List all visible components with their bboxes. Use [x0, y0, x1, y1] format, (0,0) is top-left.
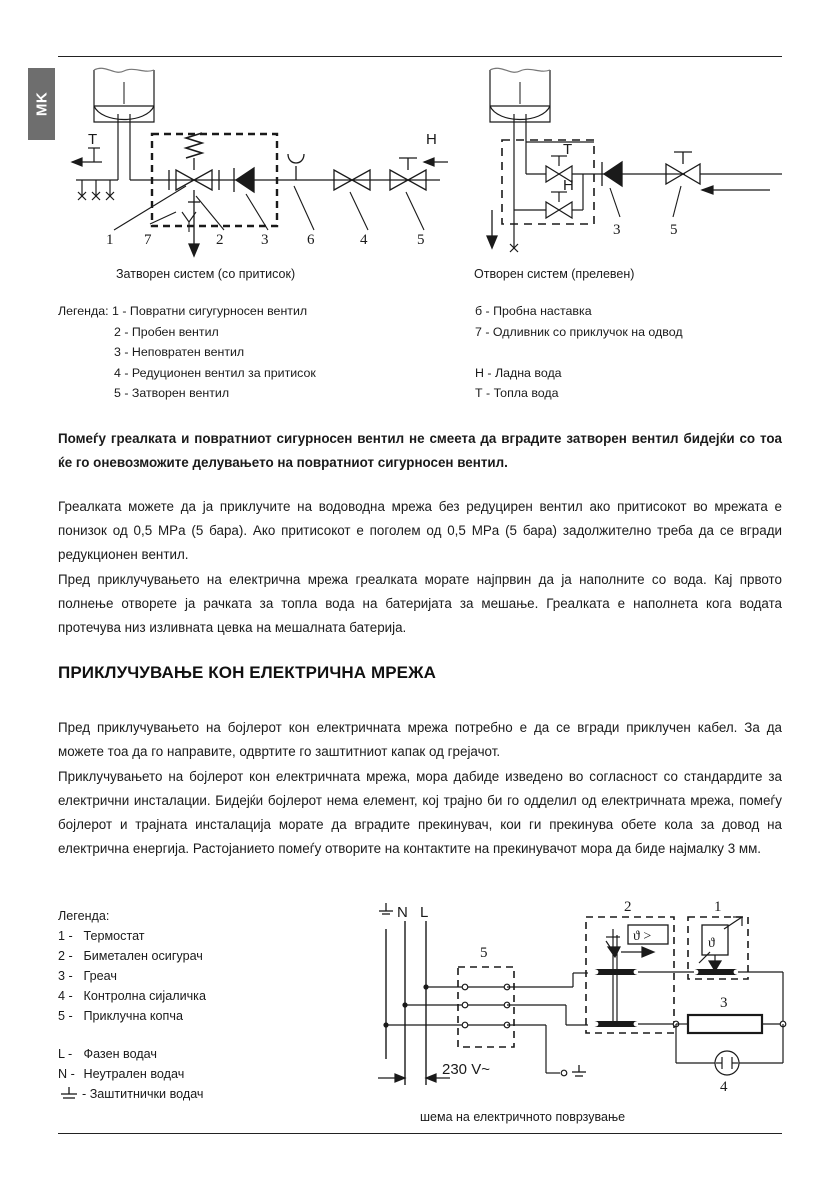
callout-wiring-4: 4	[720, 1079, 728, 1095]
footer-rule	[58, 1133, 782, 1134]
legend-bottom-row	[58, 986, 338, 1006]
legend-item: Т - Топла вода	[475, 386, 559, 400]
legend-item: Н - Ладна вода	[475, 365, 562, 380]
legend-bottom-row	[58, 966, 338, 986]
legend-top-row	[475, 301, 785, 322]
legend-key: L -	[58, 1047, 73, 1061]
diagram-closed-system	[58, 62, 448, 262]
legend-bottom	[58, 906, 338, 1104]
legend-top-row	[475, 363, 785, 384]
legend-top-row	[475, 322, 785, 343]
callout-wiring-1: 1	[714, 899, 722, 915]
legend-key: 5 -	[58, 1009, 73, 1023]
header-rule	[58, 56, 782, 57]
legend-label: Фазен водач	[83, 1047, 157, 1061]
legend-key: 2 -	[58, 949, 73, 963]
legend-key: 3 -	[58, 969, 73, 983]
label-hot-valve-open: T	[563, 141, 573, 158]
callout-6: 6	[307, 232, 315, 248]
legend-bottom-row	[58, 1084, 338, 1104]
callout-wiring-2: 2	[624, 899, 632, 915]
legend-label: Термостат	[83, 929, 145, 943]
legend-item: 3 - Неповратен вентил	[114, 345, 245, 359]
label-terminal-n: N	[397, 904, 408, 921]
legend-bottom-title: Легенда:	[58, 909, 110, 923]
legend-top-row	[58, 383, 448, 404]
callout-4: 4	[360, 232, 368, 248]
label-cold-valve-open: H	[563, 177, 574, 194]
paragraph-cable: Пред приклучувањето на бојлерот кон електричната мрежа потребно е да се вгради приклучен кабел. За да можете тоа да го направите, одвртите го заштитниот капак од грејачот.	[58, 720, 782, 759]
legend-item: 5 - Затворен вентил	[114, 386, 230, 400]
legend-top-row	[58, 301, 448, 322]
legend-bottom-row	[58, 926, 338, 946]
legend-top-row	[58, 363, 448, 384]
legend-item: б - Пробна наставка	[475, 304, 592, 318]
callout-7: 7	[144, 232, 152, 248]
caption-open-system: Отворен систем (прелевен)	[474, 267, 635, 281]
legend-key: 4 -	[58, 989, 73, 1003]
legend-bottom-row	[58, 1064, 338, 1084]
paragraph-filling: Пред приклучувањето на електрична мрежа греалката морате најпрвин да ја наполните со вода. Кај првото полнење отворете ја рачката за топла вода на батеријата за мешање. Греалката е наполнета кога водата протечува низ изливната цевка на мешалната батерија.	[58, 572, 782, 635]
legend-bottom-row	[58, 1044, 338, 1064]
legend-top-row	[58, 342, 448, 363]
label-thermostat-glyph: ϑ	[708, 936, 715, 951]
legend-top-row	[475, 383, 785, 404]
legend-bottom-row	[58, 1006, 338, 1026]
diagram-wiring	[358, 895, 838, 1110]
earth-ground-icon	[58, 1085, 80, 1103]
label-hot-water-closed: T	[88, 131, 98, 148]
label-cold-water-closed: H	[426, 131, 437, 148]
paragraph-switch: Приклучувањето на бојлерот кон електричната мрежа, мора дабиде изведено во согласност со стандардите за електрични инсталации. Бидејќи бојлерот нема елемент, кој трајно би го одделил од електричната мрежа, помеѓу бојлерот и трајната инсталација морате да вградите прекинувач, кои ги прекинува обете кола за довод на електрична енергија. Растојанието помеѓу отворите на контактите на прекинувачот мора да биде најмалку 3 мм.	[58, 769, 782, 856]
callout-wiring-5: 5	[480, 945, 488, 961]
legend-label: Греач	[83, 969, 117, 983]
legend-top-left	[58, 301, 448, 404]
label-terminal-l: L	[420, 904, 429, 921]
callout-2: 2	[216, 232, 224, 248]
legend-item: 4 - Редуционен вентил за притисок	[114, 365, 316, 380]
diagram-open-system	[470, 62, 790, 262]
callout-5: 5	[417, 232, 425, 248]
legend-label: Неутрален водач	[83, 1067, 185, 1081]
callout-open-3: 3	[613, 222, 621, 238]
legend-label: Контролна сијаличка	[83, 989, 206, 1003]
legend-top-row	[58, 322, 448, 343]
language-tab-label: MK	[33, 91, 50, 117]
callout-wiring-3: 3	[720, 995, 728, 1011]
legend-item: 7 - Одливник со приклучок на одвод	[475, 324, 683, 339]
paragraph-pressure: Греалката можете да ја приклучите на водоводна мрежа без редуцирен вентил ако притисокот во мрежата е понизок од 0,5 MPa (5 бара). Ако притисокот е поголем од 0,5 MPa (5 бара) задолжително треба да се вгради редукционен вентил.	[58, 499, 782, 562]
language-tab-mk	[28, 68, 55, 140]
legend-bottom-row	[58, 946, 338, 966]
callout-1: 1	[106, 232, 114, 248]
caption-wiring: шема на електричното поврзување	[420, 1110, 626, 1124]
legend-top-right	[475, 301, 785, 404]
warning-paragraph: Помеѓу греалката и повратниот сигурносен вентил не смеета да вградите затворен вентил бидејќи со тоа ќе го оневозможите делувањето на повратниот сигурносен вентил.	[58, 431, 782, 470]
legend-title: Легенда:	[58, 304, 109, 318]
legend-label: - Заштитнички водач	[82, 1087, 204, 1101]
legend-label: Приклучна копча	[83, 1009, 183, 1023]
caption-closed-system: Затворен систем (со притисок)	[116, 267, 296, 281]
label-bimetal-glyph: ϑ >	[633, 929, 652, 944]
legend-key: 1 -	[58, 929, 73, 943]
legend-spacer	[58, 1026, 338, 1044]
legend-key: N -	[58, 1067, 75, 1081]
legend-spacer	[475, 342, 785, 363]
label-voltage: 230 V~	[442, 1061, 490, 1078]
section-heading-electrical: ПРИКЛУЧУВАЊЕ КОН ЕЛЕКТРИЧНА МРЕЖА	[58, 663, 436, 682]
callout-3: 3	[261, 232, 269, 248]
legend-item: 1 - Повратни сигугурносен вентил	[112, 304, 308, 318]
callout-open-5: 5	[670, 222, 678, 238]
legend-item: 2 - Пробен вентил	[114, 324, 219, 339]
legend-label: Биметален осигурач	[83, 949, 203, 963]
